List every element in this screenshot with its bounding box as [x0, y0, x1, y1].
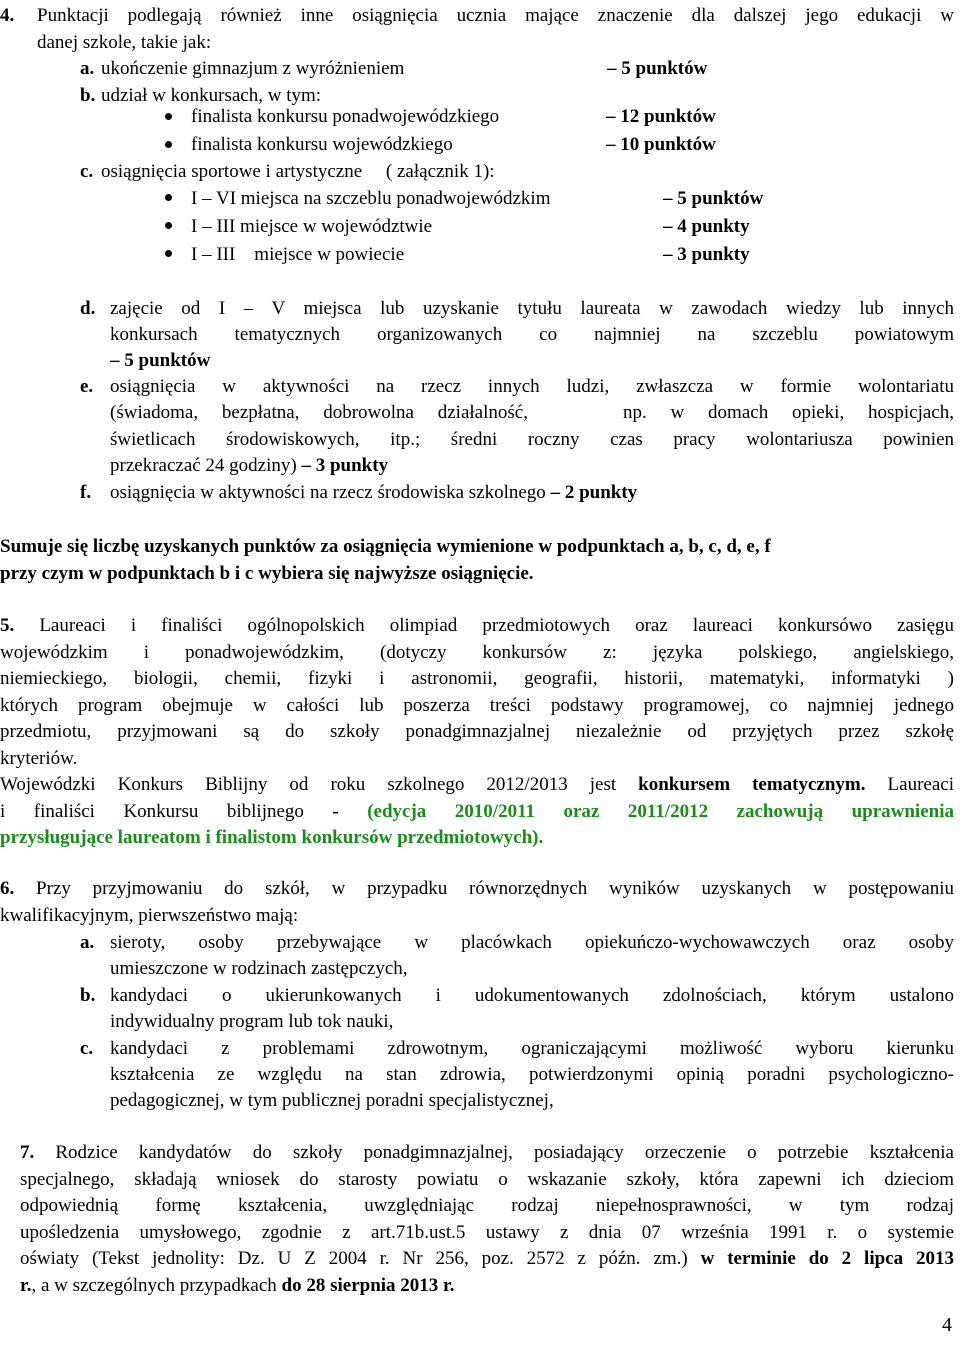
- biblical-post: Laureaci: [865, 774, 954, 795]
- item-b-marker: b.: [80, 85, 96, 106]
- finalists-green-text: (edycja 2010/2011 oraz 2011/2012 zachowują uprawnienia: [367, 800, 954, 822]
- section-6-number: 6.: [0, 878, 15, 899]
- item-f-line: [110, 480, 637, 507]
- section-7-line6: [20, 1273, 954, 1300]
- section-4-number: 4.: [0, 5, 15, 26]
- bullet-dot: [165, 194, 172, 201]
- item-a-text: ukończenie gimnazjum z wyróżnieniem: [101, 58, 405, 79]
- item-c-sub1-points: – 5 punktów: [663, 188, 764, 209]
- section-5-green-line: przysługujące laureatom i finalistom konkursów przedmiotowych).: [0, 827, 544, 848]
- section-4-line1: Punktacji podlegają również inne osiągnięcia ucznia mające znaczenie dla dalszej jego edukacji w: [37, 5, 954, 26]
- item-c-sub3-text: I – III miejsce w powiecie: [191, 244, 405, 265]
- deadline-year-end: r.: [20, 1274, 32, 1296]
- item-e-marker: e.: [80, 376, 94, 397]
- biblical-text: Wojewódzki Konkurs Biblijny od roku szkolnego 2012/2013 jest: [0, 774, 639, 795]
- item-a-points: – 5 punktów: [607, 58, 708, 79]
- item-e-line2: (świadoma, bezpłatna, dobrowolna działalność, np. w domach opieki, hospicjach,: [110, 402, 954, 423]
- section-7-line4: upośledzenia umysłowego, zgodnie z art.71b.ust.5 ustawy z dnia 07 września 1991 r. o systemie: [20, 1221, 954, 1243]
- item-b-sub2-text: finalista konkursu wojewódzkiego: [191, 134, 453, 155]
- section-7-line5-text: oświaty (Tekst jednolity: Dz. U Z 2004 r. Nr 256, poz. 2572 z późn. zm.): [20, 1248, 701, 1269]
- section-7-line1-text: Rodzice kandydatów do szkoły ponadgimnazjalnej, posiadający orzeczenie o potrzebie kształcenia: [55, 1142, 954, 1163]
- item-e-line3: świetlicach środowiskowych, itp.; średni roczny czas pracy wolontariusza powinien: [110, 429, 954, 450]
- section-5-line5: przedmiotu, przyjmowani są do szkoły ponadgimnazjalnej niezależnie od przyjętych przez szkołę: [0, 721, 954, 742]
- section-7-line2: specjalnego, składają wniosek do starosty powiatu o wskazanie szkoły, która zapewni ich dzieciom: [20, 1168, 954, 1190]
- item-e-points: – 3 punkty: [301, 455, 389, 476]
- section-5-line2: wojewódzkim i ponadwojewódzkim, (dotyczy konkursów z: języka polskiego, angielskiego,: [0, 641, 954, 663]
- finalists-dash: -: [332, 800, 368, 822]
- sec6-item-c-line1: kandydaci z problemami zdrowotnym, ograniczającymi możliwość wyboru kierunku: [110, 1038, 954, 1059]
- sec6-item-a-line2: umieszczone w rodzinach zastępczych,: [110, 958, 408, 979]
- sec6-item-b-line1: kandydaci o ukierunkowanych i udokumentowanych zdolnościach, którym ustalono: [110, 985, 954, 1006]
- finalists-text: i finaliści Konkursu biblijnego: [0, 800, 333, 822]
- item-b-text: udział w konkursach, w tym:: [101, 85, 322, 106]
- item-c-sub3-points: – 3 punkty: [663, 244, 750, 265]
- item-c-sub2-points: – 4 punkty: [663, 216, 750, 237]
- item-c-text: osiągnięcia sportowe i artystyczne ( załącznik 1):: [101, 161, 495, 182]
- section-7-line3: odpowiednią formę kształcenia, uwzględniając rodzaj niepełnosprawności, w tym rodzaj: [20, 1195, 954, 1216]
- sec6-item-c-marker: c.: [80, 1038, 94, 1059]
- section-6-line1: [0, 876, 954, 903]
- bullet-dot: [165, 250, 172, 257]
- item-e-line4-text: przekraczać 24 godziny): [110, 455, 297, 476]
- sec6-item-c-line2: kształcenia ze względu na stan zdrowia, potwierdzonymi opinią poradni psychologiczno-: [110, 1064, 954, 1085]
- section-7-line1: [20, 1140, 954, 1167]
- section-5-line3: niemieckiego, biologii, chemii, fizyki i astronomii, geografii, historii, matematyki, informatyki ): [0, 668, 954, 689]
- item-f-marker: f.: [80, 482, 92, 503]
- section-7-number: 7.: [20, 1142, 35, 1163]
- section-6-line2: kwalifikacyjnym, pierwszeństwo mają:: [0, 904, 299, 926]
- item-f-points: – 2 punkty: [550, 482, 638, 503]
- page-number: 4: [942, 1314, 952, 1336]
- bullet-dot: [165, 222, 172, 229]
- item-b-sub1-text: finalista konkursu ponadwojewódzkiego: [191, 106, 500, 127]
- summary-line2: przy czym w podpunktach b i c wybiera się najwyższe osiągnięcie.: [0, 563, 534, 584]
- item-c-marker: c.: [80, 161, 94, 182]
- section-7-line5: [20, 1246, 954, 1273]
- section-5-line1-text: Laureaci i finaliści ogólnopolskich olimpiad przedmiotowych oraz laureaci konkursówo zasięgu: [39, 615, 955, 636]
- item-d-line2: konkursach tematycznych organizowanych co najmniej na szczeblu powiatowym: [110, 324, 954, 345]
- sec6-item-a-marker: a.: [80, 932, 95, 953]
- item-b-sub2-points: – 10 punktów: [606, 134, 716, 155]
- sec6-item-c-line3: pedagogicznej, w tym publicznej poradni specjalistycznej,: [110, 1090, 554, 1111]
- section-5-line6: kryteriów.: [0, 747, 78, 769]
- item-e-line4: [110, 453, 388, 480]
- item-a-marker: a.: [80, 58, 95, 79]
- sec6-item-a-line1: sieroty, osoby przebywające w placówkach opiekuńczo-wychowawczych oraz osoby: [110, 932, 954, 953]
- special-deadline-text: do 28 sierpnia 2013 r.: [281, 1274, 455, 1296]
- item-c-sub2-text: I – III miejsce w województwie: [191, 216, 433, 237]
- bullet-dot: [165, 141, 172, 148]
- item-c-sub1-text: I – VI miejsca na szczeblu ponadwojewódzkim: [191, 188, 551, 209]
- summary-line1: Sumuje się liczbę uzyskanych punktów za osiągnięcia wymienione w podpunktach a, b, c, d, e, f: [0, 536, 771, 557]
- section-7-line6-text: , a w szczególnych przypadkach: [31, 1274, 282, 1296]
- section-5: [0, 613, 954, 852]
- bullet-dot: [165, 113, 172, 120]
- item-f-text: osiągnięcia w aktywności na rzecz środowiska szkolnego: [110, 482, 546, 503]
- section-6: [0, 876, 954, 929]
- section-7: [20, 1140, 954, 1299]
- sec6-item-b-line2: indywidualny program lub tok nauki,: [110, 1011, 394, 1032]
- section-5-line1: [0, 613, 954, 640]
- item-d-marker: d.: [80, 298, 96, 319]
- deadline-text: w terminie do 2 lipca 2013: [700, 1248, 954, 1269]
- section-5-line4: których program obejmuje w całości lub poszerza treści podstawy programowej, co najmniej jednego: [0, 694, 954, 716]
- section-6-line1-text: Przy przyjmowaniu do szkół, w przypadku równorzędnych wyników uzyskanych w postępowaniu: [36, 878, 954, 899]
- section-5-biblical-line: [0, 772, 954, 799]
- section-4-line2: danej szkole, takie jak:: [37, 32, 212, 53]
- item-d-line1: zajęcie od I – V miejsca lub uzyskanie tytułu laureata w zawodach wiedzy lub innych: [110, 298, 954, 319]
- section-5-number: 5.: [0, 615, 15, 636]
- item-d-points: – 5 punktów: [110, 350, 211, 371]
- biblical-bold: konkursem tematycznym.: [638, 774, 866, 795]
- item-e-line1: osiągnięcia w aktywności na rzecz innych ludzi, zwłaszcza w formie wolontariatu: [110, 376, 954, 397]
- item-b-sub1-points: – 12 punktów: [606, 106, 716, 127]
- section-5-finalists-line: [0, 799, 954, 826]
- sec6-item-b-marker: b.: [80, 985, 96, 1006]
